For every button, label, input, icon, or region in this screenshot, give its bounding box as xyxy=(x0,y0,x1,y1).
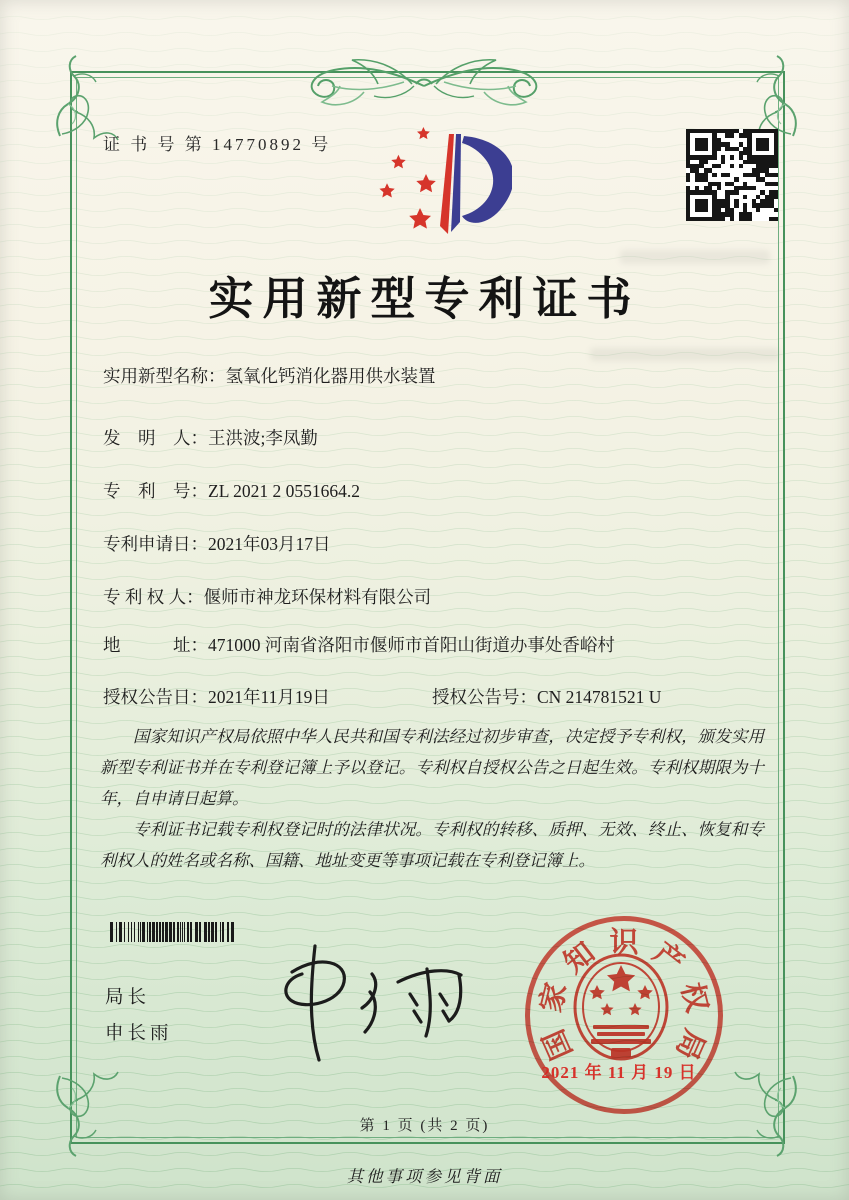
seal-ring-character: 知 xyxy=(558,936,601,980)
field-value: 氢氧化钙消化器用供水装置 xyxy=(225,366,436,386)
qr-code-icon xyxy=(686,129,778,221)
field-value: 偃师市神龙环保材料有限公司 xyxy=(203,587,432,607)
certificate-number: 证 书 号 第 14770892 号 xyxy=(103,135,332,154)
seal-ring-character: 产 xyxy=(647,936,690,980)
seal-ring-character: 权 xyxy=(674,979,713,1016)
field-label: 授权公告号： xyxy=(432,687,537,707)
legal-paragraph-2: 专利证书记载专利权登记时的法律状况。专利权的转移、质押、无效、终止、恢复和专利权人的姓名或名称、国籍、地址变更等事项记载在专利登记簿上。 xyxy=(100,820,764,871)
field-label: 实用新型名称： xyxy=(103,366,226,386)
field-label: 专 利 号： xyxy=(103,481,208,501)
field-grant-number xyxy=(432,684,661,709)
seal-ring-character: 识 xyxy=(609,927,639,959)
field-patent-number xyxy=(103,478,360,503)
field-address xyxy=(103,632,615,657)
certificate-title: 实用新型专利证书 xyxy=(208,274,641,324)
field-label: 专 利 权 人： xyxy=(103,587,204,607)
field-label: 授权公告日： xyxy=(103,687,208,707)
official-seal xyxy=(525,916,723,1114)
back-side-note: 其他事项参见背面 xyxy=(346,1167,503,1186)
cnipa-logo-icon xyxy=(348,122,512,242)
field-value: 471000 河南省洛阳市偃师市首阳山街道办事处香峪村 xyxy=(208,635,615,655)
seal-ring-character: 国 xyxy=(537,1024,579,1065)
field-inventor xyxy=(103,425,318,450)
field-value: ZL 2021 2 0551664.2 xyxy=(208,481,360,501)
field-patentee xyxy=(103,584,431,609)
commissioner-name: 申长雨 xyxy=(105,1024,173,1044)
commissioner-title: 局长 xyxy=(105,988,151,1008)
field-grant-date xyxy=(103,684,330,709)
signature-icon xyxy=(252,942,467,1067)
seal-date: 2021 年 11 月 19 日 xyxy=(541,1063,697,1082)
field-value: 王洪波;李凤勤 xyxy=(208,428,318,448)
field-utility-name xyxy=(103,363,436,388)
top-flourish-icon xyxy=(288,46,560,110)
show-through-smudge xyxy=(590,348,780,361)
seal-ring-character: 家 xyxy=(535,979,574,1016)
legal-paragraph-1: 国家知识产权局依照中华人民共和国专利法经过初步审查，决定授予专利权，颁发实用新型专利证书并在专利登记簿上予以登记。专利权自授权公告之日起生效。专利权期限为十年，自申请日起算。 xyxy=(100,727,764,809)
field-label: 专利申请日： xyxy=(103,534,208,554)
field-label: 发 明 人： xyxy=(103,428,208,448)
barcode-icon xyxy=(110,922,338,942)
field-label: 地 址： xyxy=(103,635,208,655)
field-value: CN 214781521 U xyxy=(537,687,662,707)
field-value: 2021年03月17日 xyxy=(208,534,331,554)
field-value: 2021年11月19日 xyxy=(208,687,330,707)
field-filing-date xyxy=(103,531,331,556)
legal-text xyxy=(100,721,764,876)
seal-ring-character: 局 xyxy=(669,1024,711,1065)
page-number: 第 1 页 (共 2 页) xyxy=(359,1118,490,1134)
